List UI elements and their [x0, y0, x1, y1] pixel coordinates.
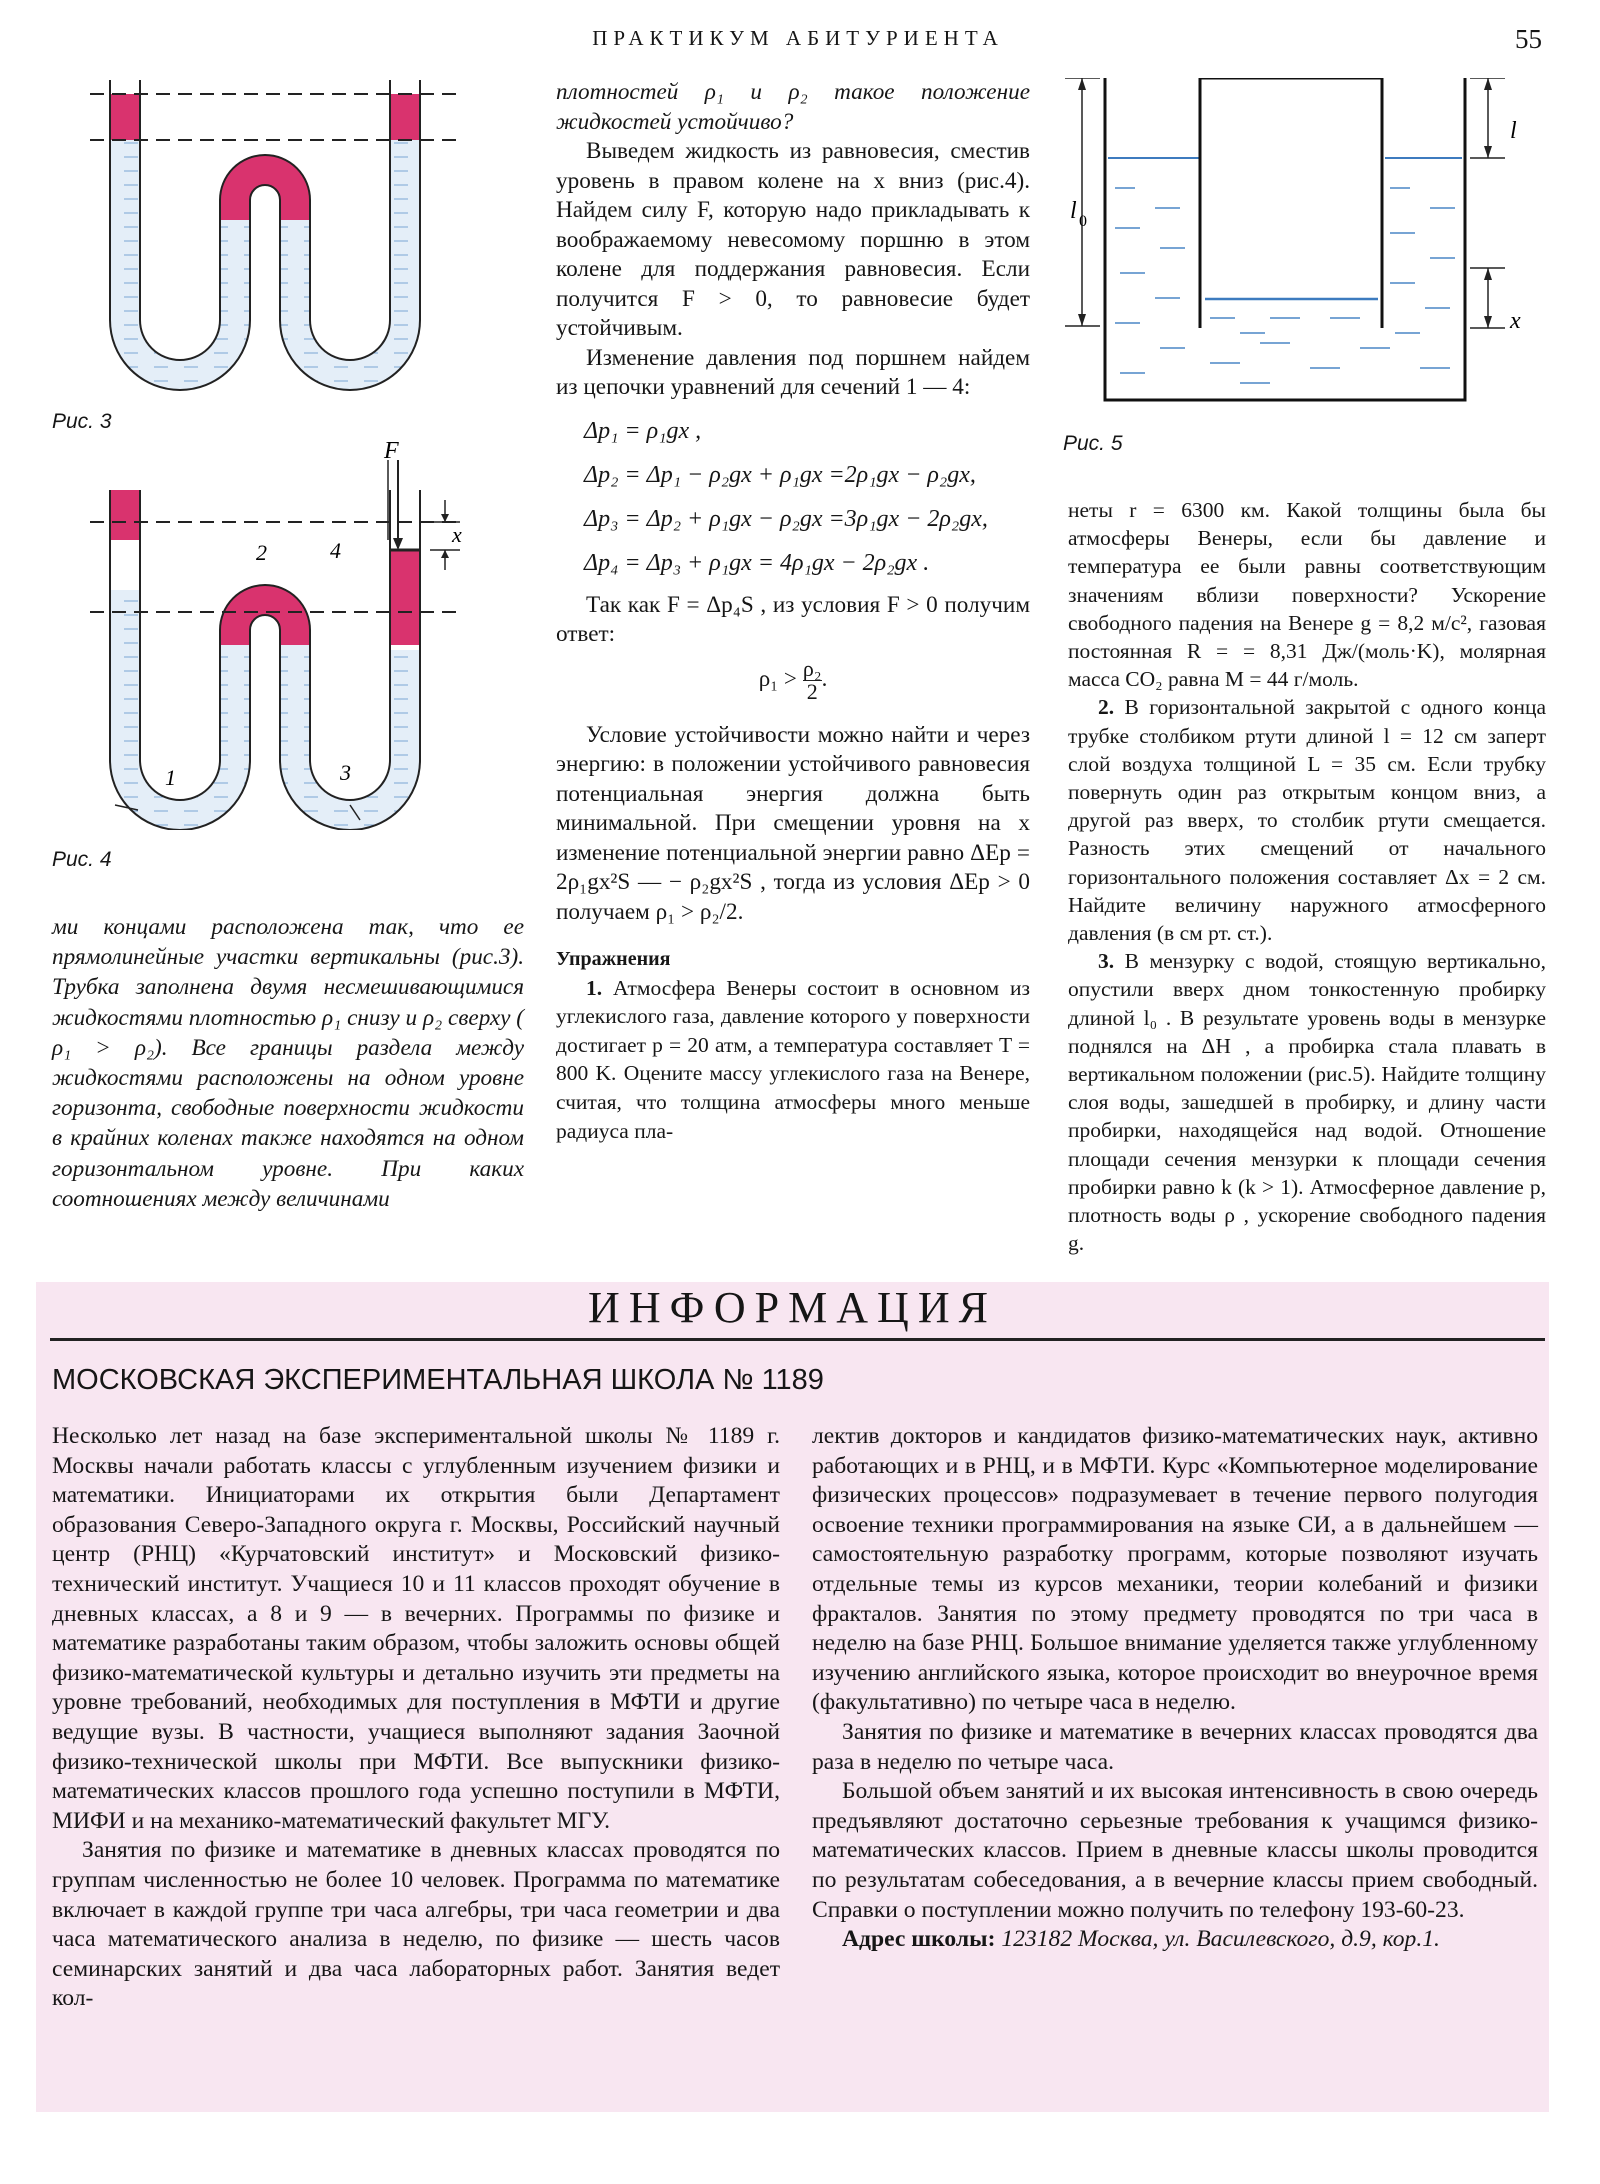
exercises-heading: Упражнения	[556, 948, 671, 970]
exercise-1-continued: неты r = 6300 км. Какой толщины была бы атмосферы Венеры, если бы давление и температура ее были равны соответствующим значениям вблизи поверхности? Ускорение свободного падения на Венере g = 8,2 м/c², газовая постоянная R = = 8,31 Дж/(моль·K), молярная масса CO₂ равна M = 44 г/моль.	[1068, 498, 1546, 692]
problem-question: плотностей ρ₁ и ρ₂ такое положение жидкостей устойчиво?	[556, 79, 1030, 135]
label-l0: l	[1070, 198, 1077, 224]
figure-5-caption: Рис. 5	[1063, 432, 1123, 455]
answer-lhs: ρ₁ >	[758, 665, 797, 691]
col1-text: ми концами расположена так, что ее прямолинейные участки вертикальны (рис.3). Трубка заполнена двумя несмешивающимися жидкостями плотностью ρ₁ снизу и ρ₂ сверху ( ρ₁ > ρ₂). Все границы раздела между жидкостями расположены на одном уровне горизонта, свободные поверхности жидкости в крайних коленах также находятся на одном горизонтальном уровне. При каких соотношениях между величинами	[52, 914, 524, 1212]
label-l0-subscript: 0	[1079, 213, 1087, 230]
answer-fraction	[802, 655, 822, 704]
equation-1: Δp₁ = ρ₁gx ,	[584, 417, 702, 444]
fraction-numerator: ρ₂	[802, 655, 822, 681]
exercise-2-number: 2.	[1098, 695, 1115, 720]
exercise-2-text: В горизонтальной закрытой с одного конца трубке столбиком ртути длиной l = 12 см заперт слой воздуха толщиной L = 35 см. Если трубку повернуть один раз открытым концом вниз, а другой раз вверх, то столбик ртути смещается. Разность этих смещений от начального горизонтального положения составляет Δx = 2 см. Найдите величину наружного атмосферного давления (в см рт. ст.).	[1068, 695, 1546, 946]
info-left-para-1: Несколько лет назад на базе экспериментальной школы № 1189 г. Москвы начали работать классы с углубленным изучением физики и математики. Инициаторами их открытия были Департамент образования Северо-Западного округа г. Москвы, Российский научный центр (РНЦ) «Курчатовский институт» и Московский физико-технический институт. Учащиеся 10 и 11 классов проходят обучение в дневных классах, а 8 и 9 — в вечерних. Программы по физике и математике разработаны таким образом, чтобы заложить основы общей физико-математической культуры и детально изучить эти предметы на уровне требований, необходимых для поступления в МФТИ и другие ведущие вузы. В частности, учащиеся выполняют задания Заочной физико-технической школы при МФТИ. Все выпускники физико-математических классов прошлого года успешно поступили в МФТИ, МИФИ и на механико-математический факультет МГУ.	[52, 1423, 780, 1834]
para-energy: Условие устойчивости можно найти и через энергию: в положении устойчивого равновесия потенциальная энергия должна быть минимальной. При смещении уровня на x изменение потенциальной энергии равно ΔEp = 2ρ₁gx²S — − ρ₂gx²S , тогда из условия ΔEp > 0 получаем ρ₁ > ρ₂/2.	[556, 721, 1030, 925]
info-title: ИНФОРМАЦИЯ	[588, 1283, 997, 1332]
equation-3: Δp₃ = Δp₂ + ρ₁gx − ρ₂gx =3ρ₁gx − 2ρ₂gx,	[584, 505, 988, 532]
label-x-fig5: x	[1510, 308, 1521, 334]
column-3	[1068, 496, 1546, 1257]
figure-3-diagram	[60, 80, 490, 400]
exercise-1-number: 1.	[586, 975, 603, 1000]
figure-4-diagram	[60, 440, 490, 830]
label-force: F	[384, 440, 399, 464]
info-right-para-2: Занятия по физике и математике в вечерних классах проводятся два раза в неделю по четыре часа.	[812, 1718, 1538, 1775]
label-section-1: 1	[165, 765, 176, 790]
info-left-column	[52, 1422, 780, 2014]
exercise-1-text: Атмосфера Венеры состоит в основном из углекислого газа, давление которого у поверхности достигает p = 20 атм, а температура составляет T = 800 K. Оцените массу углекислого газа на Венере, считая, что толщина атмосферы много меньше радиуса пла-	[556, 975, 1030, 1143]
column-2	[556, 78, 1030, 1145]
figure-5-diagram	[1060, 78, 1560, 428]
info-right-para-3: Большой объем занятий и их высокая интенсивность в свою очередь предъявляют достаточно серьезные требования к учащимся физико-математических классов. Прием в дневные классы школы проводится по результатам собеседования, а в вечерние классы прием свободный. Справки о поступлении можно получить по телефону 193-60-23.	[812, 1778, 1538, 1923]
school-heading: МОСКОВСКАЯ ЭКСПЕРИМЕНТАЛЬНАЯ ШКОЛА № 1189	[52, 1364, 824, 1396]
address-label: Адрес школы:	[842, 1926, 996, 1953]
page-number: 55	[1515, 24, 1542, 54]
label-x: x	[452, 522, 462, 547]
fraction-denominator: 2	[806, 678, 818, 704]
para-force-condition: Так как F = Δp₄S , из условия F > 0 получим ответ:	[556, 591, 1030, 647]
info-right-para-1: лектив докторов и кандидатов физико-математических наук, активно работающих и в РНЦ, и в МФТИ. Курс «Компьютерное моделирование физических процессов» подразумевает в течение первого полугодия освоение техники программирования на языке СИ, а в дальнейшем — самостоятельную разработку программ, которые позволяют изучать отдельные темы из курсов механики, теории колебаний и физики фракталов. Занятия по этому предмету проводятся по три часа в неделю на базе РНЦ. Большое внимание уделяется также углубленному изучению английского языка, которое происходит во внеурочное время (факультативно) по четыре часа в неделю.	[812, 1423, 1538, 1716]
equation-2: Δp₂ = Δp₁ − ρ₂gx + ρ₁gx =2ρ₁gx − ρ₂gx,	[584, 461, 976, 488]
answer-end: .	[821, 665, 828, 691]
para-displacement: Выведем жидкость из равновесия, сместив уровень в правом колене на x вниз (рис.4). Найдем силу F, которую надо прикладывать к воображаемому невесомому поршню в этом колене для поддержания равновесия. Если получится F > 0, то равновесие будет устойчивым.	[556, 138, 1030, 341]
label-section-2: 2	[256, 540, 267, 565]
info-right-column	[812, 1422, 1538, 1955]
label-l: l	[1510, 118, 1517, 144]
equation-4: Δp₄ = Δp₃ + ρ₁gx = 4ρ₁gx − 2ρ₂gx .	[584, 549, 930, 576]
label-section-3: 3	[340, 760, 351, 785]
label-section-4: 4	[330, 538, 341, 563]
running-title: ПРАКТИКУМ АБИТУРИЕНТА	[592, 26, 1004, 50]
para-pressure-change: Изменение давления под поршнем найдем из цепочки уравнений для сечений 1 — 4:	[556, 344, 1030, 400]
figure-4-caption: Рис. 4	[52, 848, 112, 871]
exercise-3-number: 3.	[1098, 949, 1115, 974]
info-left-para-2: Занятия по физике и математике в дневных классах проводятся по группам численностью не более 10 человек. Программа по математике включает в каждой группе три часа алгебры, три часа геометрии и два часа математического анализа в неделю, по физике — шесть часов семинарских занятий и два часа лабораторных работ. Занятия ведет кол-	[52, 1837, 780, 2012]
figure-3-caption: Рис. 3	[52, 410, 112, 433]
answer-formula	[556, 655, 1030, 704]
info-title-rule	[50, 1338, 1545, 1341]
equation-block	[556, 409, 1030, 585]
exercise-3-text: В мензурку с водой, стоящую вертикально, опустили вверх дном тонкостенную пробирку длиной l₀ . В результате уровень воды в мензурке поднялся на ΔH , а пробирка стала плавать в вертикальном положении (рис.5). Найдите толщину слоя воды, зашедшей в пробирку, и длину части пробирки, находящейся над водой. Отношение площади сечения мензурки к площади сечения пробирки равно k (k > 1). Атмосферное давление p, плотность воды ρ , ускорение свободного падения g.	[1068, 949, 1546, 1256]
exercises-block	[556, 945, 1030, 1145]
address-text: 123182 Москва, ул. Василевского, д.9, кор.1.	[995, 1926, 1440, 1953]
